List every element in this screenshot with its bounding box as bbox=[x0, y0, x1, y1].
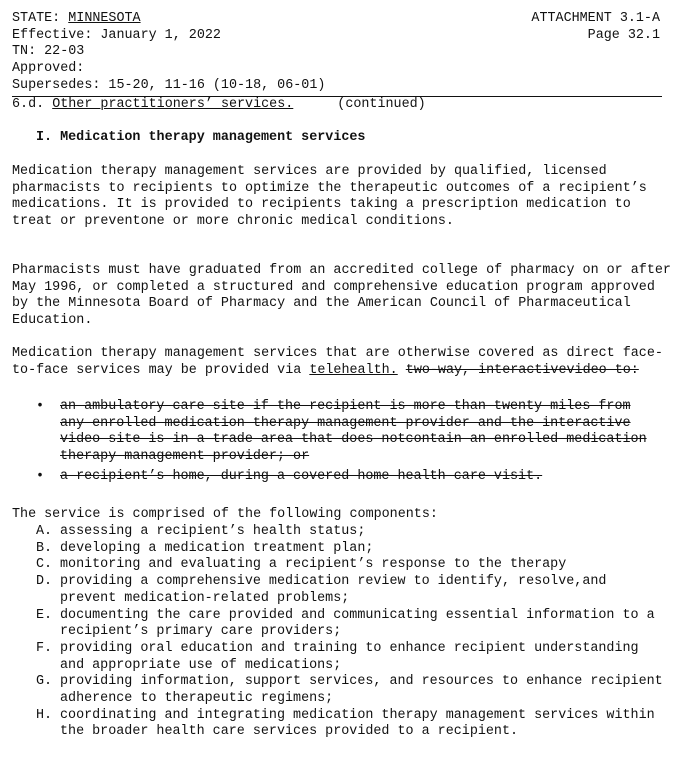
list-item-text: coordinating and integrating medication therapy management services within the broader health care services provided to a recipient. bbox=[60, 707, 655, 740]
list-letter: E. bbox=[36, 607, 53, 623]
paragraph-definition: Medication therapy management services are provided by qualified, licensed pharmacists to recipients to optimize the therapeutic outcomes of a recipient’s medications. It is provided to recipients taking a prescription medication to treat or preventone or more chronic medical conditions. bbox=[12, 164, 647, 230]
struck-list bbox=[36, 399, 656, 489]
list-item-text: developing a medication treatment plan; bbox=[60, 540, 374, 556]
list-letter: D. bbox=[36, 574, 53, 590]
components-list bbox=[36, 524, 666, 741]
list-item bbox=[36, 574, 666, 607]
tn-number: TN: 22-03 bbox=[12, 44, 85, 60]
bullet-icon: • bbox=[36, 399, 45, 414]
telehealth-text: Medication therapy management services that are otherwise covered as direct face-to-face services may be provided via bbox=[12, 346, 663, 378]
list-letter: F. bbox=[36, 640, 53, 656]
approved-line: Approved: bbox=[12, 61, 85, 77]
list-item-text: providing oral education and training to enhance recipient understanding and appropriate use of medications; bbox=[60, 640, 639, 673]
bullet-icon: • bbox=[36, 468, 45, 484]
list-item bbox=[36, 541, 666, 558]
list-item bbox=[36, 608, 666, 641]
section-title: Other practitioners’ services. bbox=[52, 97, 294, 112]
list-item-text: providing information, support services, and resources to enhance recipient adherence to therapeutic regimens; bbox=[60, 674, 663, 707]
effective-date: Effective: January 1, 2022 bbox=[12, 27, 221, 43]
subsection-title: I. Medication therapy management services bbox=[36, 130, 366, 145]
list-letter: H. bbox=[36, 707, 53, 723]
header-left bbox=[12, 11, 325, 95]
list-item-text: monitoring and evaluating a recipient’s response to the therapy bbox=[60, 557, 567, 573]
header-right bbox=[531, 11, 660, 44]
state-label: STATE: bbox=[12, 11, 69, 26]
list-item bbox=[36, 524, 666, 541]
list-item bbox=[36, 641, 666, 674]
list-item bbox=[36, 557, 666, 574]
list-item-text: documenting the care provided and communicating essential information to a recipient’s primary care providers; bbox=[60, 607, 655, 640]
state-line bbox=[12, 11, 325, 28]
paragraph-telehealth bbox=[12, 346, 672, 379]
list-letter: A. bbox=[36, 524, 53, 539]
struck-list-item bbox=[36, 469, 656, 486]
section-number: 6.d. bbox=[12, 97, 45, 112]
list-letter: G. bbox=[36, 674, 53, 690]
list-item-text: providing a comprehensive medication review to identify, resolve,and prevent medication-related problems; bbox=[60, 574, 607, 606]
struck-item-text: a recipient’s home, during a covered home health care visit. bbox=[60, 468, 543, 484]
struck-text: two-way, interactivevideo to: bbox=[405, 362, 639, 378]
list-item-text: assessing a recipient’s health status; bbox=[60, 524, 366, 539]
attachment-label: ATTACHMENT 3.1-A bbox=[531, 11, 660, 26]
list-item bbox=[36, 674, 666, 707]
list-letter: C. bbox=[36, 557, 53, 573]
section-heading bbox=[12, 97, 426, 114]
paragraph-qualifications: Pharmacists must have graduated from an accredited college of pharmacy on or after May 1996, or completed a structured and comprehensive education program approved by the Minnesota Board of Pharmacy and the American Council of Pharmaceutical Education. bbox=[12, 263, 671, 329]
supersedes-line: Supersedes: 15-20, 11-16 (10-18, 06-01) bbox=[12, 77, 326, 93]
struck-list-item bbox=[36, 399, 656, 466]
section-continued: (continued) bbox=[337, 97, 426, 112]
list-letter: B. bbox=[36, 540, 53, 556]
struck-item-text: an ambulatory care site if the recipient is more than twenty miles from any enrolled medication therapy management provider and the interactive video site is in a trade area that does notcontain an enrolled medication therapy management provider; or bbox=[60, 399, 647, 465]
telehealth-term: telehealth. bbox=[309, 362, 398, 378]
state-value: MINNESOTA bbox=[68, 11, 141, 26]
page-number: Page 32.1 bbox=[587, 27, 660, 43]
paragraph-components-intro: The service is comprised of the following components: bbox=[12, 507, 438, 522]
list-item bbox=[36, 708, 666, 741]
